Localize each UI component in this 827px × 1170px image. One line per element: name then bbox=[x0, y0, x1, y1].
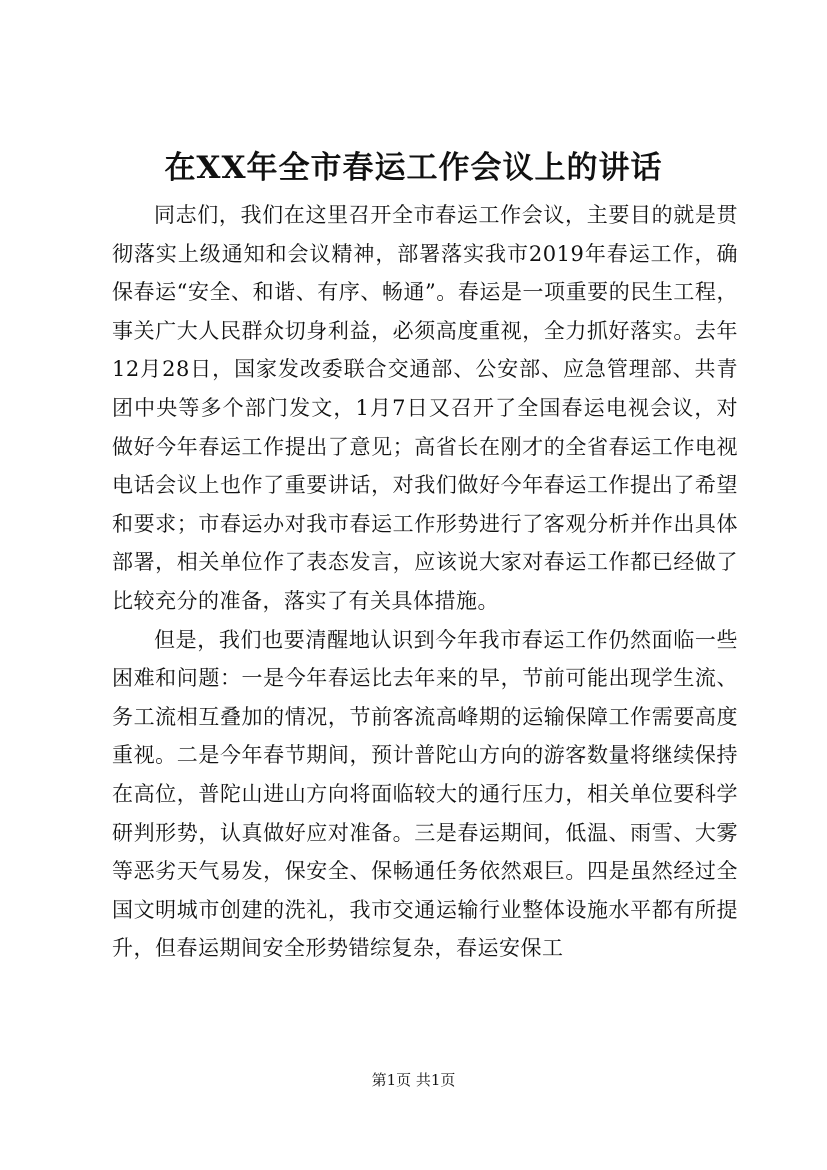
document-title: 在XX年全市春运工作会议上的讲话 bbox=[164, 150, 663, 186]
paragraph: 同志们，我们在这里召开全市春运工作会议，主要目的就是贯彻落实上级通知和会议精神，部署落实我市2019年春运工作，确保春运“安全、和谐、有序、畅通”。春运是一项重要的民生工程，事关广大人民群众切身利益，必须高度重视，全力抓好落实。去年12月28日，国家发改委联合交通部、公安部、应急管理部、共青团中央等多个部门发文，1月7日又召开了全国春运电视会议，对做好今年春运工作提出了意见；高省长在刚才的全省春运工作电视电话会议上也作了重要讲话，对我们做好今年春运工作提出了希望和要求；市春运办对我市春运工作形势进行了客观分析并作出具体部署，相关单位作了表态发言，应该说大家对春运工作都已经做了比较充分的准备，落实了有关具体措施。 bbox=[112, 203, 738, 613]
paragraph: 但是，我们也要清醒地认识到今年我市春运工作仍然面临一些困难和问题：一是今年春运比去年来的早，节前可能出现学生流、务工流相互叠加的情况，节前客流高峰期的运输保障工作需要高度重视。二是今年春节期间，预计普陀山方向的游客数量将继续保持在高位，普陀山进山方向将面临较大的通行压力，相关单位要科学研判形势，认真做好应对准备。三是春运期间，低温、雨雪、大雾等恶劣天气易发，保安全、保畅通任务依然艰巨。四是虽然经过全国文明城市创建的洗礼，我市交通运输行业整体设施水平都有所提升，但春运期间安全形势错综复杂，春运安保工 bbox=[112, 627, 738, 961]
document-body bbox=[112, 196, 738, 968]
page-number-footer: 第1页 共1页 bbox=[371, 1071, 456, 1089]
